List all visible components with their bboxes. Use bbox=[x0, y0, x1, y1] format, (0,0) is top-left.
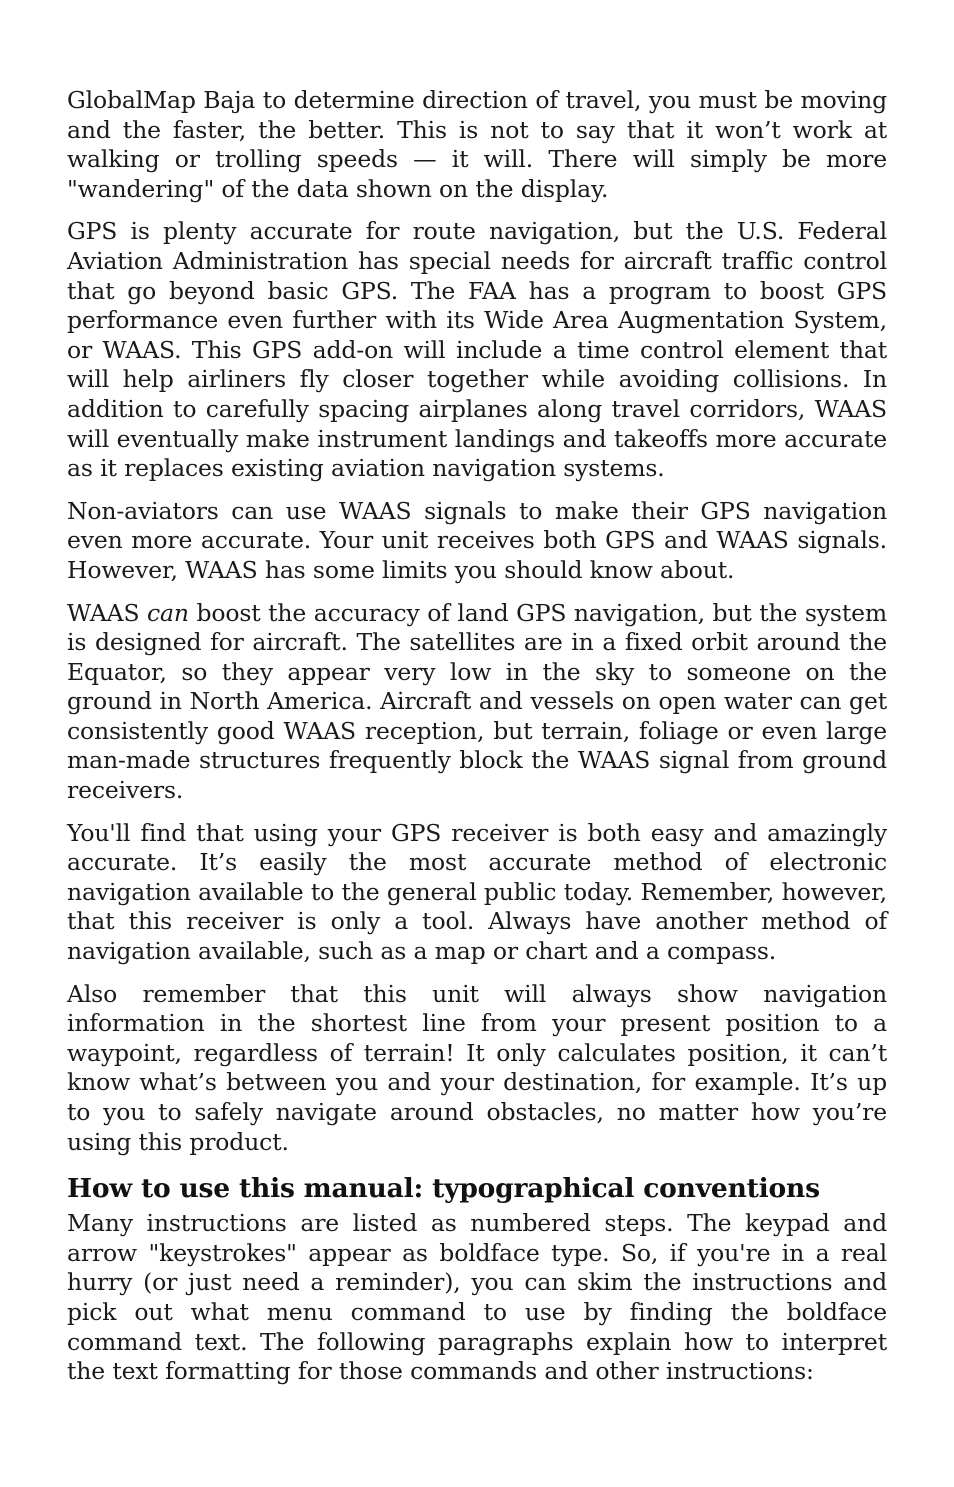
manual-page bbox=[67, 86, 887, 1400]
waas-lead-text: WAAS bbox=[67, 598, 148, 627]
paragraph-faa-waas: GPS is plenty accurate for route navigation, but the U.S. Federal Aviation Administration has special needs for aircraft traffic control that go beyond basic GPS. The FAA has a program to boost GPS performance even further with its Wide Area Augmentation System, or WAAS. This GPS add-on will include a time control element that will help airliners fly closer together while avoiding collisions. In addition to carefully spacing airplanes along travel corridors, WAAS will eventually make instrument landings and takeoffs more accurate as it replaces existing aviation navigation systems. bbox=[67, 217, 887, 483]
paragraph-travel-direction: GlobalMap Baja to determine direction of travel, you must be moving and the faster, the better. This is not to say that it won’t work at walking or trolling speeds — it will. There will simply be more "wandering" of the data shown on the display. bbox=[67, 86, 887, 203]
paragraph-receiver-accuracy: You'll find that using your GPS receiver is both easy and amazingly accurate. It’s easily the most accurate method of electronic navigation available to the general public today. Remember, however, that this receiver is only a tool. Always have another method of navigation available, such as a map or chart and a compass. bbox=[67, 818, 887, 966]
paragraph-waas-limits bbox=[67, 599, 887, 806]
paragraph-non-aviators: Non-aviators can use WAAS signals to make their GPS navigation even more accurate. Your unit receives both GPS and WAAS signals. However, WAAS has some limits you should know about. bbox=[67, 496, 887, 584]
section-heading: How to use this manual: typographical conventions bbox=[67, 1173, 820, 1205]
paragraph-conventions: Many instructions are listed as numbered steps. The keypad and arrow "keystrokes" appear as boldface type. So, if you're in a real hurry (or just need a reminder), you can skim the instructions and pick out what menu command to use by finding the boldface command text. The following paragraphs explain how to interpret the text formatting for those commands and other instructions: bbox=[67, 1209, 887, 1386]
waas-emphasis: can bbox=[147, 598, 189, 627]
paragraph-shortest-line: Also remember that this unit will always show navigation information in the shortest line from your present position to a waypoint, regardless of terrain! It only calculates position, it can’t know what’s between you and your destination, for example. It’s up to you to safely navigate around obstacles, no matter how you’re using this product. bbox=[67, 979, 887, 1156]
waas-rest-text: boost the accuracy of land GPS navigation, but the system is designed for aircraft. The satellites are in a fixed orbit around the Equator, so they appear very low in the sky to someone on the ground in North America. Aircraft and vessels on open water can get consistently good WAAS reception, but terrain, foliage or even large man-made structures frequently block the WAAS signal from ground receivers. bbox=[67, 598, 888, 805]
